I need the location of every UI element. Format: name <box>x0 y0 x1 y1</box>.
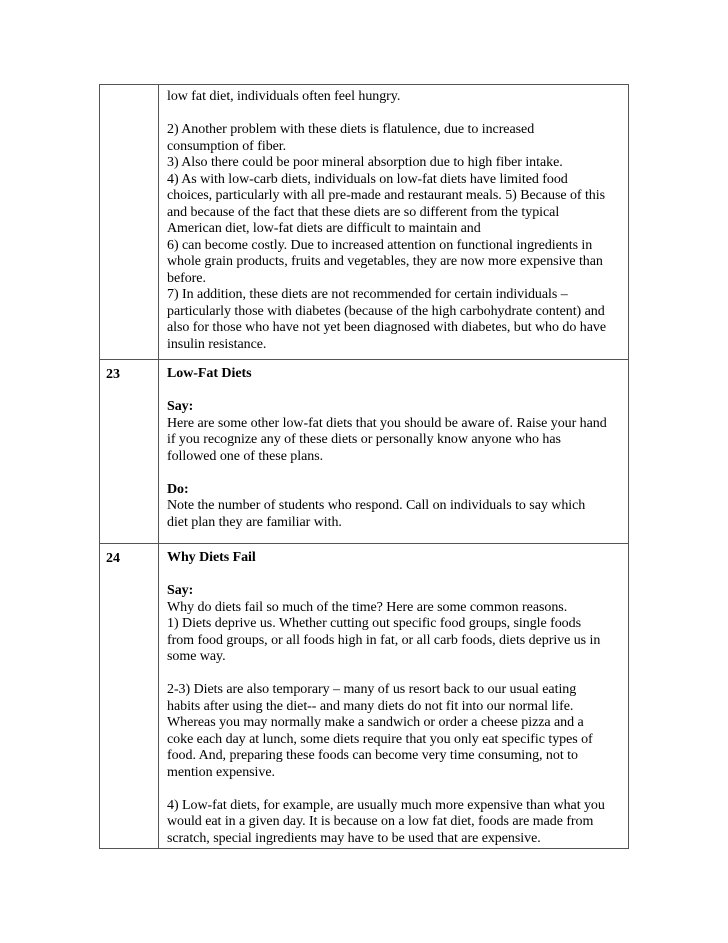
lesson-table <box>99 84 629 849</box>
slide-number-cell <box>100 85 159 360</box>
section-heading: Low-Fat Diets <box>167 366 252 381</box>
blank-line <box>167 781 622 798</box>
text-line: and because of the fact that these diets are so different from the typical <box>167 204 560 220</box>
blank-line <box>167 106 622 123</box>
text-line: consumption of fiber. <box>167 138 287 154</box>
text-line: 2) Another problem with these diets is flatulence, due to increased <box>167 122 535 137</box>
text-line: low fat diet, individuals often feel hungry. <box>167 89 401 104</box>
text-line: before. <box>167 270 206 286</box>
text-line: Why do diets fail so much of the time? Here are some common reasons. <box>167 599 568 615</box>
text-line: insulin resistance. <box>167 336 267 352</box>
text-line: some way. <box>167 649 226 664</box>
do-label: Do: <box>167 481 189 497</box>
blank-line <box>167 465 622 482</box>
slide-number-cell: 23 <box>100 360 159 544</box>
text-line: 4) As with low-carb diets, individuals on low-fat diets have limited food <box>167 171 568 187</box>
text-line: habits after using the diet-- and many diets do not fit into our normal life. <box>167 698 574 714</box>
section-heading: Why Diets Fail <box>167 550 256 565</box>
text-line: diet plan they are familiar with. <box>167 514 342 530</box>
text-line: choices, particularly with all pre-made and restaurant meals. 5) Because of this <box>167 188 605 203</box>
say-label: Say: <box>167 583 194 598</box>
table-row <box>100 360 629 544</box>
table-row <box>100 85 629 360</box>
notes-cell <box>159 360 629 544</box>
text-line: 3) Also there could be poor mineral absorption due to high fiber intake. <box>167 155 563 170</box>
text-line: scratch, special ingredients may have to be used that are expensive. <box>167 830 541 846</box>
text-line: 7) In addition, these diets are not recommended for certain individuals – <box>167 287 568 302</box>
text-line: from food groups, or all foods high in fat, or all carb foods, diets deprive us in <box>167 632 601 648</box>
text-line: 2-3) Diets are also temporary – many of us resort back to our usual eating <box>167 682 577 697</box>
notes-cell <box>159 544 629 849</box>
text-line: 6) can become costly. Due to increased attention on functional ingredients in <box>167 237 593 253</box>
text-line: 4) Low-fat diets, for example, are usually much more expensive than what you <box>167 797 605 813</box>
say-label: Say: <box>167 399 194 414</box>
text-line: mention expensive. <box>167 764 275 780</box>
text-line: whole grain products, fruits and vegetables, they are now more expensive than <box>167 254 603 269</box>
text-line: Here are some other low-fat diets that you should be aware of. Raise your hand <box>167 415 607 431</box>
blank-line <box>167 383 622 400</box>
text-line: would eat in a given day. It is because on a low fat diet, foods are made from <box>167 814 594 829</box>
slide-number-cell: 24 <box>100 544 159 849</box>
text-line: Whereas you may normally make a sandwich or order a cheese pizza and a <box>167 715 584 730</box>
text-line: also for those who have not yet been diagnosed with diabetes, but who do have <box>167 320 606 335</box>
blank-line <box>167 567 622 584</box>
notes-cell <box>159 85 629 360</box>
text-line: if you recognize any of these diets or personally know anyone who has <box>167 432 561 447</box>
text-line: coke each day at lunch, some diets require that you only eat specific types of <box>167 731 593 747</box>
text-line: particularly those with diabetes (because of the high carbohydrate content) and <box>167 303 605 319</box>
text-line: followed one of these plans. <box>167 448 324 464</box>
table-row <box>100 544 629 849</box>
text-line: food. And, preparing these foods can become very time consuming, not to <box>167 748 578 763</box>
text-line: 1) Diets deprive us. Whether cutting out specific food groups, single foods <box>167 616 581 631</box>
blank-line <box>167 666 622 683</box>
text-line: Note the number of students who respond. Call on individuals to say which <box>167 498 586 513</box>
text-line: American diet, low-fat diets are difficult to maintain and <box>167 221 481 236</box>
